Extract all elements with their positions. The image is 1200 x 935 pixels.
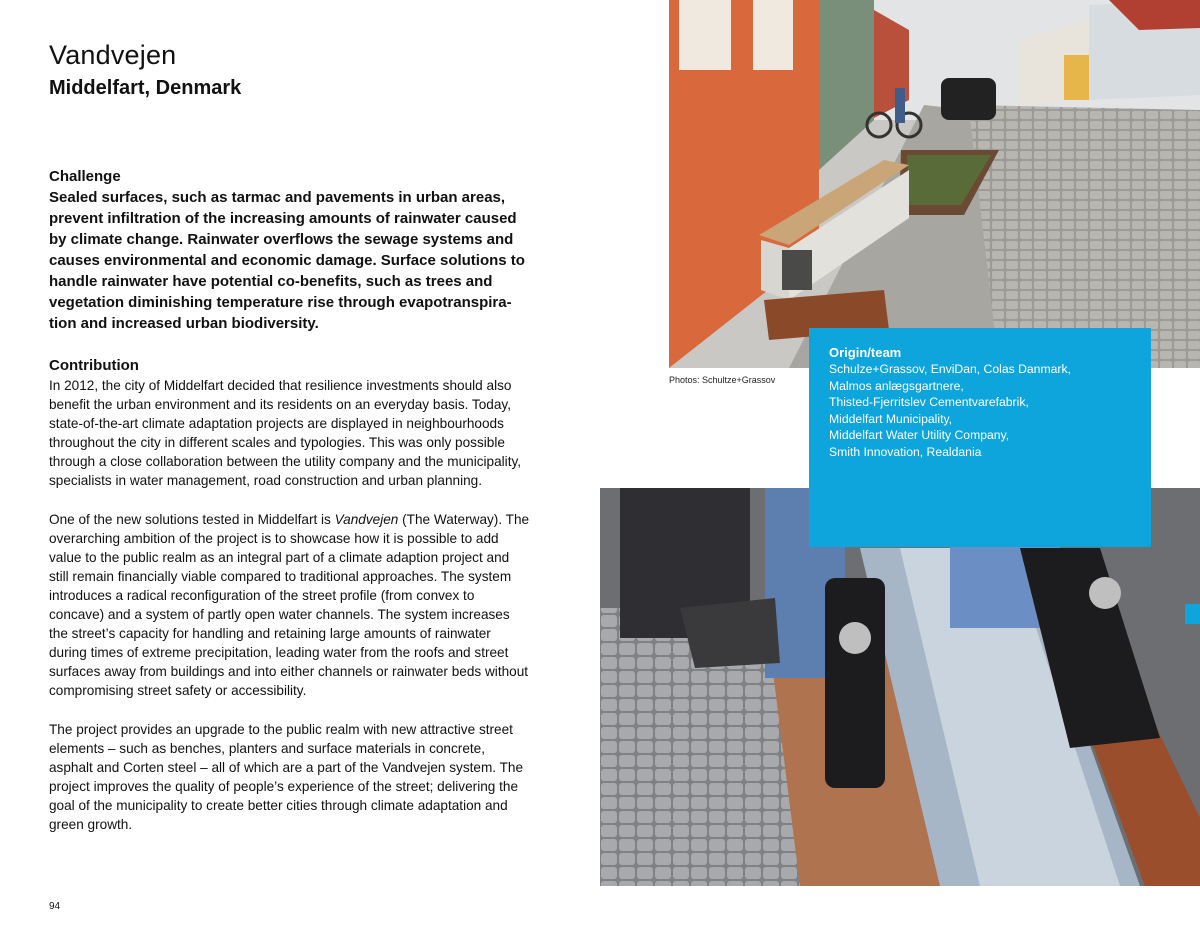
contribution-heading: Contribution [49, 357, 139, 374]
p2-italic-name: Vandvejen [334, 511, 399, 527]
origin-team-box [809, 328, 1151, 547]
origin-team-line: Middelfart Municipality, [829, 411, 953, 426]
p2-text-end: (The Waterway). The overarching ambition of the project is to showcase how it is possible to add value to the public realm as an integral part of a climate adaption project and still remain financially viable compared to traditional approaches. The system introduces a radical reconfiguration of the street profile (from convex to concave) and a system of partly open water channels. The system increases the street’s capacity for handling and retaining large amounts of rainwater during times of extreme precipitation, leading water from the roofs and street surfaces away from buildings and into either channels or rainwater beds without compromising street safety or accessibility. [49, 511, 530, 699]
origin-team-line: Malmos anlægsgartnere, [829, 378, 964, 393]
photo-caption: Photos: Schultze+Grassov [669, 375, 776, 385]
origin-team-line: Schulze+Grassov, EnviDan, Colas Danmark, [829, 362, 1071, 376]
origin-team-label: Origin/team [829, 345, 902, 360]
p2-text-start: One of the new solutions tested in Middelfart is [49, 511, 335, 527]
page-number: 94 [49, 901, 61, 912]
page-edge-tab [1185, 604, 1200, 624]
origin-team-line: Thisted-Fjerritslev Cementvarefabrik, [829, 395, 1029, 410]
origin-team-line: Middelfart Water Utility Company, [829, 428, 1010, 443]
challenge-section [49, 168, 531, 334]
contribution-paragraph-2 [49, 510, 531, 701]
contribution-section [49, 357, 531, 853]
boots-photo [600, 488, 1200, 886]
contribution-paragraph-1: In 2012, the city of Middelfart decided that resilience investments should also benefit the urban environment and its residents on an everyday basis. Today, state-of-the-art climate adaptation projects are displayed in neighbourhoods throughout the city in different scales and typologies. This was only possible through a close collaboration between the utility company and the municipality, specialists in water management, road construction and urban planning. [49, 378, 522, 489]
contribution-paragraph-3: The project provides an upgrade to the public realm with new attractive street elements – such as benches, planters and surface materials in concrete, asphalt and Corten steel – all of which are a part of the Vandvejen system. The project improves the quality of people’s experience of the street; delivering the goal of the municipality to create better cities through climate adaptation and green growth. [49, 721, 524, 832]
challenge-heading: Challenge [49, 168, 121, 185]
street-photo [669, 0, 1200, 368]
origin-team-line: Smith Innovation, Realdania [829, 444, 982, 459]
page-title: Vandvejen [49, 40, 177, 70]
page-subtitle: Middelfart, Denmark [49, 77, 242, 99]
challenge-text: Sealed surfaces, such as tarmac and pavements in urban areas, prevent infiltration of the increasing amounts of rainwater caused by climate change. Rainwater overflows the sewage systems and causes environmental and economic damage. Surface solutions to handle rainwater have potential co-benefits, such as trees and vegetation diminishing temperature rise through evapotranspiration and increased urban biodiversity. [49, 189, 525, 332]
